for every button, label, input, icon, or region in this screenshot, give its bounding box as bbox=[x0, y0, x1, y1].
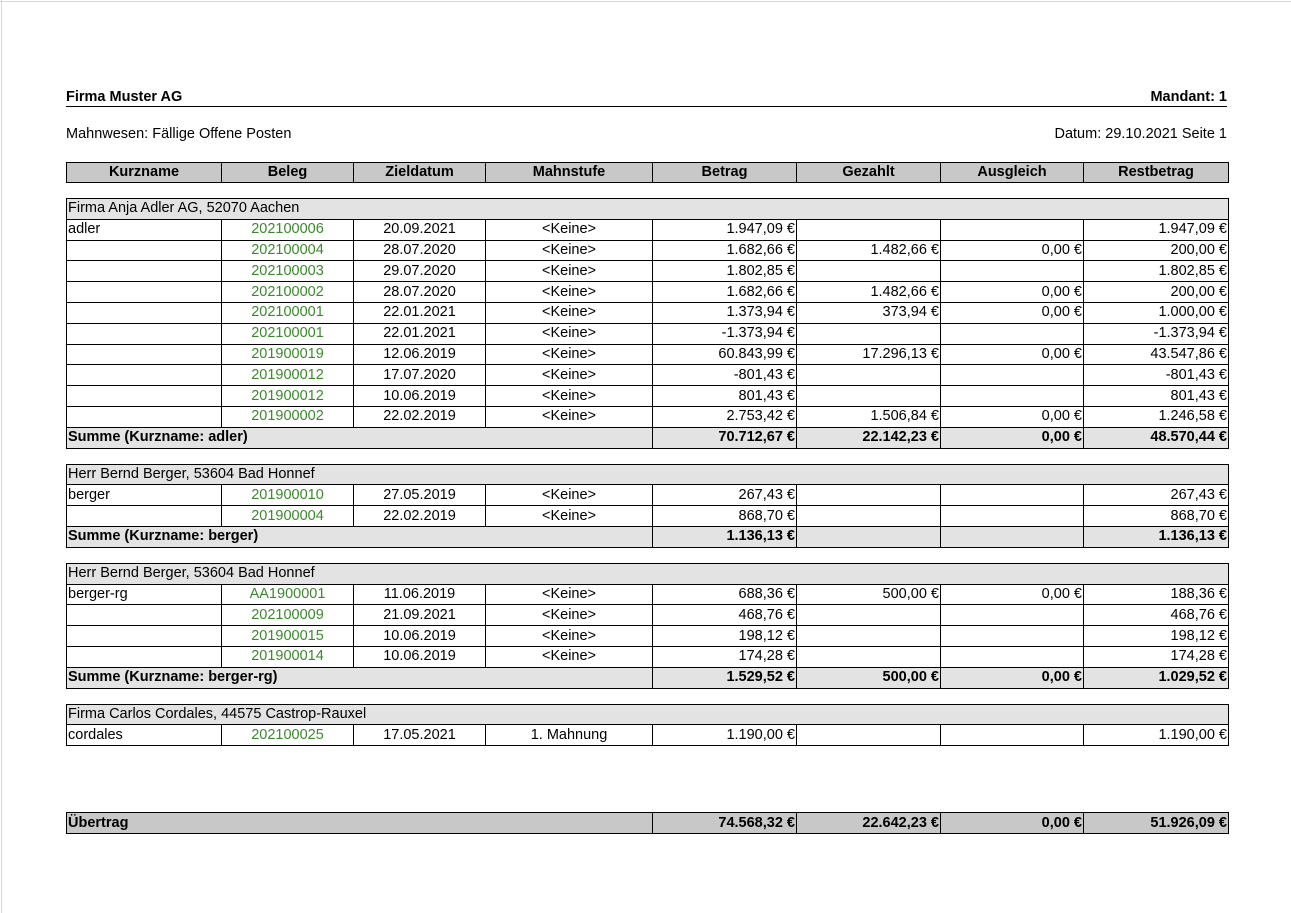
betrag-cell: 468,76 € bbox=[653, 605, 797, 626]
betrag-cell: 2.753,42 € bbox=[653, 406, 797, 427]
gezahlt-cell bbox=[797, 725, 941, 746]
spacer-cell bbox=[67, 547, 1229, 563]
sum-restbetrag: 1.029,52 € bbox=[1084, 667, 1229, 688]
sum-restbetrag: 48.570,44 € bbox=[1084, 427, 1229, 448]
table-row bbox=[67, 646, 1229, 667]
table-row bbox=[67, 323, 1229, 344]
restbetrag-cell: -801,43 € bbox=[1084, 365, 1229, 386]
kurzname-cell bbox=[67, 240, 222, 261]
mahnstufe-cell: <Keine> bbox=[486, 302, 653, 323]
restbetrag-cell: 200,00 € bbox=[1084, 282, 1229, 303]
column-header: Gezahlt bbox=[797, 163, 941, 183]
betrag-cell: 1.190,00 € bbox=[653, 725, 797, 746]
restbetrag-cell: 868,70 € bbox=[1084, 506, 1229, 527]
beleg-link[interactable]: AA1900001 bbox=[222, 584, 354, 605]
carry-label: Übertrag bbox=[67, 813, 653, 834]
sum-restbetrag: 1.136,13 € bbox=[1084, 526, 1229, 547]
column-header: Kurzname bbox=[67, 163, 222, 183]
customer-name: Herr Bernd Berger, 53604 Bad Honnef bbox=[67, 464, 1229, 485]
beleg-link[interactable]: 201900004 bbox=[222, 506, 354, 527]
mahnstufe-cell: <Keine> bbox=[486, 365, 653, 386]
zieldatum-cell: 22.02.2019 bbox=[354, 406, 486, 427]
row-spacer bbox=[67, 448, 1229, 464]
sum-label: Summe (Kurzname: berger) bbox=[67, 526, 653, 547]
kurzname-cell: adler bbox=[67, 219, 222, 240]
kurzname-cell bbox=[67, 365, 222, 386]
mahnstufe-cell: <Keine> bbox=[486, 485, 653, 506]
restbetrag-cell: 174,28 € bbox=[1084, 646, 1229, 667]
betrag-cell: 1.802,85 € bbox=[653, 261, 797, 282]
group-sum-row bbox=[67, 667, 1229, 688]
company-name: Firma Muster AG bbox=[66, 89, 183, 105]
customer-name: Firma Anja Adler AG, 52070 Aachen bbox=[67, 199, 1229, 220]
carry-gezahlt: 22.642,23 € bbox=[797, 813, 941, 834]
table-row bbox=[67, 240, 1229, 261]
zieldatum-cell: 21.09.2021 bbox=[354, 605, 486, 626]
column-header: Zieldatum bbox=[354, 163, 486, 183]
customer-name: Firma Carlos Cordales, 44575 Castrop-Rauxel bbox=[67, 704, 1229, 725]
beleg-link[interactable]: 202100004 bbox=[222, 240, 354, 261]
table-row bbox=[67, 302, 1229, 323]
ausgleich-cell bbox=[941, 386, 1084, 407]
kurzname-cell bbox=[67, 406, 222, 427]
table-row bbox=[67, 605, 1229, 626]
ausgleich-cell bbox=[941, 626, 1084, 647]
table-row bbox=[67, 282, 1229, 303]
row-spacer bbox=[67, 183, 1229, 199]
beleg-link[interactable]: 201900014 bbox=[222, 646, 354, 667]
zieldatum-cell: 10.06.2019 bbox=[354, 626, 486, 647]
table-row bbox=[67, 344, 1229, 365]
table-row bbox=[67, 386, 1229, 407]
zieldatum-cell: 27.05.2019 bbox=[354, 485, 486, 506]
zieldatum-cell: 28.07.2020 bbox=[354, 240, 486, 261]
ausgleich-cell: 0,00 € bbox=[941, 584, 1084, 605]
mahnstufe-cell: 1. Mahnung bbox=[486, 725, 653, 746]
restbetrag-cell: 1.190,00 € bbox=[1084, 725, 1229, 746]
beleg-link[interactable]: 201900010 bbox=[222, 485, 354, 506]
betrag-cell: 174,28 € bbox=[653, 646, 797, 667]
zieldatum-cell: 22.01.2021 bbox=[354, 302, 486, 323]
table-row bbox=[67, 485, 1229, 506]
mandant-label: Mandant: 1 bbox=[1150, 89, 1227, 105]
ausgleich-cell bbox=[941, 605, 1084, 626]
gezahlt-cell bbox=[797, 261, 941, 282]
spacer-cell bbox=[67, 448, 1229, 464]
gezahlt-cell: 1.506,84 € bbox=[797, 406, 941, 427]
betrag-cell: 1.947,09 € bbox=[653, 219, 797, 240]
mahnstufe-cell: <Keine> bbox=[486, 626, 653, 647]
sum-gezahlt: 22.142,23 € bbox=[797, 427, 941, 448]
column-header: Mahnstufe bbox=[486, 163, 653, 183]
ausgleich-cell: 0,00 € bbox=[941, 240, 1084, 261]
table-row bbox=[67, 406, 1229, 427]
column-header-row bbox=[67, 163, 1229, 183]
gezahlt-cell bbox=[797, 323, 941, 344]
kurzname-cell bbox=[67, 261, 222, 282]
column-header: Restbetrag bbox=[1084, 163, 1229, 183]
beleg-link[interactable]: 201900002 bbox=[222, 406, 354, 427]
beleg-link[interactable]: 202100006 bbox=[222, 219, 354, 240]
mahnstufe-cell: <Keine> bbox=[486, 261, 653, 282]
kurzname-cell bbox=[67, 626, 222, 647]
gezahlt-cell bbox=[797, 506, 941, 527]
restbetrag-cell: 1.246,58 € bbox=[1084, 406, 1229, 427]
restbetrag-cell: 1.947,09 € bbox=[1084, 219, 1229, 240]
table-row bbox=[67, 219, 1229, 240]
column-header: Betrag bbox=[653, 163, 797, 183]
page-border-top bbox=[0, 1, 1291, 2]
betrag-cell: -801,43 € bbox=[653, 365, 797, 386]
spacer-cell bbox=[67, 746, 1229, 813]
restbetrag-cell: 43.547,86 € bbox=[1084, 344, 1229, 365]
table-row bbox=[67, 365, 1229, 386]
gezahlt-cell bbox=[797, 219, 941, 240]
sum-betrag: 1.136,13 € bbox=[653, 526, 797, 547]
betrag-cell: 60.843,99 € bbox=[653, 344, 797, 365]
ausgleich-cell bbox=[941, 485, 1084, 506]
gezahlt-cell: 500,00 € bbox=[797, 584, 941, 605]
betrag-cell: 1.682,66 € bbox=[653, 240, 797, 261]
beleg-link[interactable]: 202100002 bbox=[222, 282, 354, 303]
restbetrag-cell: 1.802,85 € bbox=[1084, 261, 1229, 282]
row-spacer bbox=[67, 688, 1229, 704]
restbetrag-cell: 198,12 € bbox=[1084, 626, 1229, 647]
group-sum-row bbox=[67, 427, 1229, 448]
customer-header-row bbox=[67, 704, 1229, 725]
betrag-cell: 868,70 € bbox=[653, 506, 797, 527]
carry-restbetrag: 51.926,09 € bbox=[1084, 813, 1229, 834]
row-spacer bbox=[67, 547, 1229, 563]
zieldatum-cell: 28.07.2020 bbox=[354, 282, 486, 303]
kurzname-cell bbox=[67, 605, 222, 626]
beleg-link[interactable]: 202100003 bbox=[222, 261, 354, 282]
mahnstufe-cell: <Keine> bbox=[486, 240, 653, 261]
sum-betrag: 70.712,67 € bbox=[653, 427, 797, 448]
gezahlt-cell: 373,94 € bbox=[797, 302, 941, 323]
group-sum-row bbox=[67, 526, 1229, 547]
beleg-link[interactable]: 202100001 bbox=[222, 323, 354, 344]
gezahlt-cell: 1.482,66 € bbox=[797, 240, 941, 261]
beleg-link[interactable]: 201900012 bbox=[222, 386, 354, 407]
customer-header-row bbox=[67, 563, 1229, 584]
mahnstufe-cell: <Keine> bbox=[486, 219, 653, 240]
ausgleich-cell: 0,00 € bbox=[941, 406, 1084, 427]
report-date-page: Datum: 29.10.2021 Seite 1 bbox=[1054, 126, 1227, 142]
carry-forward-row bbox=[67, 813, 1229, 834]
gezahlt-cell bbox=[797, 626, 941, 647]
carry-betrag: 74.568,32 € bbox=[653, 813, 797, 834]
mahnstufe-cell: <Keine> bbox=[486, 344, 653, 365]
sum-ausgleich: 0,00 € bbox=[941, 427, 1084, 448]
kurzname-cell bbox=[67, 506, 222, 527]
betrag-cell: 267,43 € bbox=[653, 485, 797, 506]
betrag-cell: 801,43 € bbox=[653, 386, 797, 407]
gezahlt-cell bbox=[797, 386, 941, 407]
kurzname-cell: cordales bbox=[67, 725, 222, 746]
betrag-cell: -1.373,94 € bbox=[653, 323, 797, 344]
sum-ausgleich bbox=[941, 526, 1084, 547]
mahnstufe-cell: <Keine> bbox=[486, 323, 653, 344]
customer-name: Herr Bernd Berger, 53604 Bad Honnef bbox=[67, 563, 1229, 584]
kurzname-cell: berger bbox=[67, 485, 222, 506]
zieldatum-cell: 10.06.2019 bbox=[354, 386, 486, 407]
gezahlt-cell bbox=[797, 485, 941, 506]
sum-betrag: 1.529,52 € bbox=[653, 667, 797, 688]
kurzname-cell bbox=[67, 323, 222, 344]
ausgleich-cell bbox=[941, 261, 1084, 282]
gezahlt-cell: 1.482,66 € bbox=[797, 282, 941, 303]
sum-gezahlt bbox=[797, 526, 941, 547]
beleg-link[interactable]: 201900012 bbox=[222, 365, 354, 386]
gezahlt-cell: 17.296,13 € bbox=[797, 344, 941, 365]
restbetrag-cell: 1.000,00 € bbox=[1084, 302, 1229, 323]
ausgleich-cell: 0,00 € bbox=[941, 282, 1084, 303]
table-row bbox=[67, 506, 1229, 527]
mahnstufe-cell: <Keine> bbox=[486, 646, 653, 667]
ausgleich-cell bbox=[941, 323, 1084, 344]
table-row bbox=[67, 584, 1229, 605]
customer-header-row bbox=[67, 199, 1229, 220]
ausgleich-cell bbox=[941, 506, 1084, 527]
spacer-cell bbox=[67, 183, 1229, 199]
mahnstufe-cell: <Keine> bbox=[486, 605, 653, 626]
beleg-link[interactable]: 202100025 bbox=[222, 725, 354, 746]
report-subtitle: Mahnwesen: Fällige Offene Posten bbox=[66, 126, 292, 142]
mahnstufe-cell: <Keine> bbox=[486, 584, 653, 605]
open-items-table bbox=[66, 162, 1229, 834]
kurzname-cell: berger-rg bbox=[67, 584, 222, 605]
carry-ausgleich: 0,00 € bbox=[941, 813, 1084, 834]
zieldatum-cell: 11.06.2019 bbox=[354, 584, 486, 605]
kurzname-cell bbox=[67, 344, 222, 365]
zieldatum-cell: 12.06.2019 bbox=[354, 344, 486, 365]
ausgleich-cell bbox=[941, 219, 1084, 240]
row-spacer bbox=[67, 746, 1229, 813]
header-divider bbox=[66, 106, 1227, 107]
ausgleich-cell: 0,00 € bbox=[941, 344, 1084, 365]
beleg-link[interactable]: 202100001 bbox=[222, 302, 354, 323]
zieldatum-cell: 22.01.2021 bbox=[354, 323, 486, 344]
ausgleich-cell bbox=[941, 725, 1084, 746]
restbetrag-cell: 200,00 € bbox=[1084, 240, 1229, 261]
restbetrag-cell: 188,36 € bbox=[1084, 584, 1229, 605]
restbetrag-cell: -1.373,94 € bbox=[1084, 323, 1229, 344]
zieldatum-cell: 22.02.2019 bbox=[354, 506, 486, 527]
zieldatum-cell: 10.06.2019 bbox=[354, 646, 486, 667]
sum-ausgleich: 0,00 € bbox=[941, 667, 1084, 688]
mahnstufe-cell: <Keine> bbox=[486, 506, 653, 527]
ausgleich-cell bbox=[941, 646, 1084, 667]
zieldatum-cell: 17.07.2020 bbox=[354, 365, 486, 386]
restbetrag-cell: 801,43 € bbox=[1084, 386, 1229, 407]
restbetrag-cell: 468,76 € bbox=[1084, 605, 1229, 626]
zieldatum-cell: 29.07.2020 bbox=[354, 261, 486, 282]
table-row bbox=[67, 261, 1229, 282]
kurzname-cell bbox=[67, 646, 222, 667]
customer-header-row bbox=[67, 464, 1229, 485]
betrag-cell: 688,36 € bbox=[653, 584, 797, 605]
zieldatum-cell: 20.09.2021 bbox=[354, 219, 486, 240]
column-header: Ausgleich bbox=[941, 163, 1084, 183]
beleg-link[interactable]: 201900015 bbox=[222, 626, 354, 647]
gezahlt-cell bbox=[797, 646, 941, 667]
mahnstufe-cell: <Keine> bbox=[486, 282, 653, 303]
restbetrag-cell: 267,43 € bbox=[1084, 485, 1229, 506]
betrag-cell: 1.682,66 € bbox=[653, 282, 797, 303]
zieldatum-cell: 17.05.2021 bbox=[354, 725, 486, 746]
kurzname-cell bbox=[67, 302, 222, 323]
sum-gezahlt: 500,00 € bbox=[797, 667, 941, 688]
betrag-cell: 1.373,94 € bbox=[653, 302, 797, 323]
column-header: Beleg bbox=[222, 163, 354, 183]
ausgleich-cell: 0,00 € bbox=[941, 302, 1084, 323]
table-row bbox=[67, 725, 1229, 746]
table-row bbox=[67, 626, 1229, 647]
ausgleich-cell bbox=[941, 365, 1084, 386]
gezahlt-cell bbox=[797, 365, 941, 386]
spacer-cell bbox=[67, 688, 1229, 704]
kurzname-cell bbox=[67, 386, 222, 407]
beleg-link[interactable]: 201900019 bbox=[222, 344, 354, 365]
mahnstufe-cell: <Keine> bbox=[486, 386, 653, 407]
gezahlt-cell bbox=[797, 605, 941, 626]
sum-label: Summe (Kurzname: adler) bbox=[67, 427, 653, 448]
beleg-link[interactable]: 202100009 bbox=[222, 605, 354, 626]
page-border-left bbox=[1, 0, 2, 913]
betrag-cell: 198,12 € bbox=[653, 626, 797, 647]
mahnstufe-cell: <Keine> bbox=[486, 406, 653, 427]
sum-label: Summe (Kurzname: berger-rg) bbox=[67, 667, 653, 688]
kurzname-cell bbox=[67, 282, 222, 303]
